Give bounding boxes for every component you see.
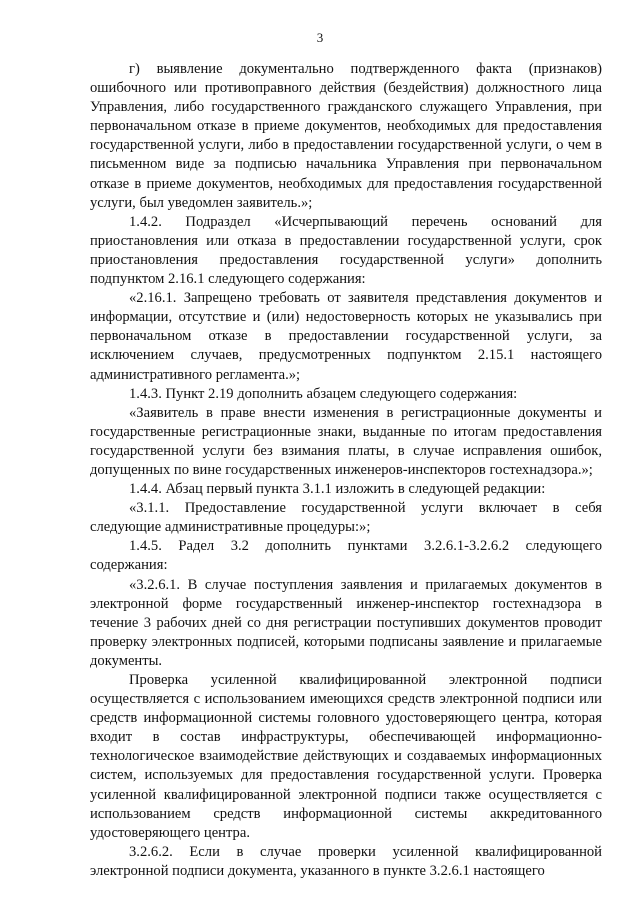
paragraph: «3.1.1. Предоставление государственной услуги включает в себя следующие административные процедуры:»;: [90, 500, 602, 536]
page-number: 3: [316, 30, 324, 45]
paragraph: 1.4.3. Пункт 2.19 дополнить абзацем следующего содержания:: [129, 385, 518, 402]
paragraph: Проверка усиленной квалифицированной электронной подписи осуществляется с использованием имеющихся средств электронной подписи или средств информационной системы головного удостоверяющего центра, которая входит в состав инфраструктуры, обеспечивающей информационно-технологическое взаимодействие действующих и создаваемых информационных систем, используемых для предоставления государственной услуги. Проверка усиленной квалифицированной электронной подписи также осуществляется с использованием средств информационной системы аккредитованного удостоверяющего центра.: [90, 672, 602, 841]
paragraph: «Заявитель в праве внести изменения в регистрационные документы и государственные регистрационные знаки, выданные по итогам предоставления государственной услуги без взимания платы, в случае исправления ошибок, допущенных по вине государственных инженеров-инспекторов гостехнадзора.»;: [90, 404, 602, 478]
paragraph: г) выявление документально подтвержденного факта (признаков) ошибочного или противоправного действия (бездействия) должностного лица Управления, либо государственного гражданского служащего Управления, при первоначальном отказе в приеме документов, необходимых для предоставления государственной услуги, либо в предоставлении государственной услуги, о чем в письменном виде за подписью начальника Управления при первоначальном отказе в приеме документов, необходимых для предоставления государственной услуги, был уведомлен заявитель.»;: [90, 61, 602, 211]
document-body: [90, 60, 602, 881]
paragraph: 3.2.6.2. Если в случае проверки усиленной квалифицированной электронной подписи документа, указанного в пункте 3.2.6.1 настоящего: [90, 843, 602, 879]
paragraph: 1.4.2. Подраздел «Исчерпывающий перечень оснований для приостановления или отказа в предоставлении государственной услуги, срок приостановления предоставления государственной услуги» дополнить подпунктом 2.16.1 следующего содержания:: [90, 213, 602, 288]
paragraph: 1.4.4. Абзац первый пункта 3.1.1 изложить в следующей редакции:: [129, 481, 546, 498]
paragraph: 1.4.5. Радел 3.2 дополнить пунктами 3.2.6.1-3.2.6.2 следующего содержания:: [90, 538, 602, 574]
paragraph: «3.2.6.1. В случае поступления заявления и прилагаемых документов в электронной форме государственный инженер-инспектор гостехнадзора в течение 3 рабочих дней со дня регистрации поступивших документов проводит проверку электронных подписей, которыми подписаны заявление и прилагаемые документы.: [90, 576, 602, 669]
paragraph: «2.16.1. Запрещено требовать от заявителя представления документов и информации, отсутствие и (или) недостоверность которых не указывались при первоначальном отказе в предоставлении государственной услуги, за исключением случаев, предусмотренных подпунктом 2.15.1 настоящего административного регламента.»;: [90, 290, 602, 383]
